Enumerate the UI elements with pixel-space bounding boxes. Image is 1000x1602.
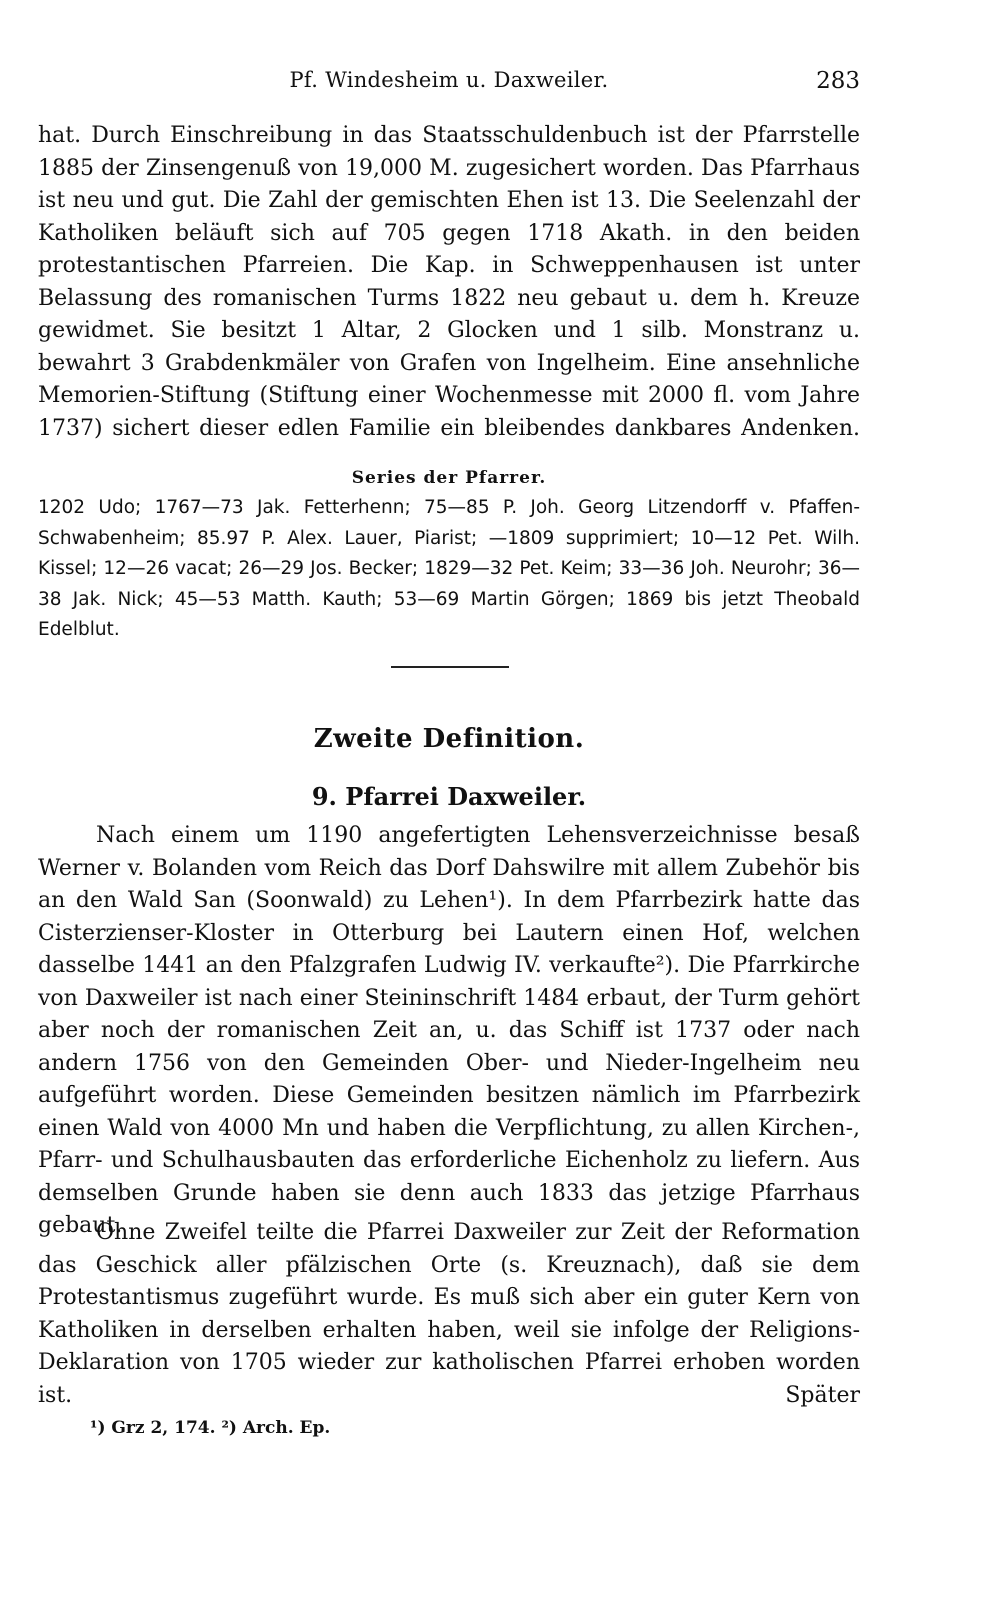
- footnotes: ¹) Grz 2, 174. ²) Arch. Ep.: [90, 1418, 331, 1438]
- paragraph-1: hat. Durch Einschreibung in das Staatsschuldenbuch ist der Pfarrstelle 1885 der Zinsengenuß von 19,000 M. zugesichert worden. Das Pfarrhaus ist neu und gut. Die Zahl der gemischten Ehen ist 13. Die Seelenzahl der Katholiken beläuft sich auf 705 gegen 1718 Akath. in den beiden protestantischen Pfarreien. Die Kap. in Schweppenhausen ist unter Belassung des romanischen Turms 1822 neu gebaut u. dem h. Kreuze gewidmet. Sie besitzt 1 Altar, 2 Glocken und 1 silb. Monstranz u. bewahrt 3 Grabdenkmäler von Grafen von Ingelheim. Eine ansehnliche Memorien-Stiftung (Stiftung einer Wochenmesse mit 2000 fl. vom Jahre 1737) sichert dieser edlen Familie ein bleibendes dankbares Andenken.: [38, 123, 860, 441]
- section-divider: [391, 666, 509, 668]
- section-heading: Zweite Definition.: [313, 724, 585, 754]
- page-number: 283: [816, 68, 860, 94]
- paragraph-2: Nach einem um 1190 angefertigten Lehensverzeichnisse besaß Werner v. Bolanden vom Reich das Dorf Dahswilre mit allem Zubehör bis an den Wald San (Soonwald) zu Lehen¹). In dem Pfarrbezirk hatte das Cisterzienser-Kloster in Otterburg bei Lautern einen Hof, welchen dasselbe 1441 an den Pfalzgrafen Ludwig IV. verkaufte²). Die Pfarrkirche von Daxweiler ist nach einer Steininschrift 1484 erbaut, der Turm gehört aber noch der romanischen Zeit an, u. das Schiff ist 1737 oder nach andern 1756 von den Gemeinden Ober- und Nieder-Ingelheim neu aufgeführt worden. Diese Gemeinden besitzen nämlich im Pfarrbezirk einen Wald von 4000 Mn und haben die Verpflichtung, zu allen Kirchen-, Pfarr- und Schulhausbauten das erforderliche Eichenholz zu liefern. Aus demselben Grunde haben sie denn auch 1833 das jetzige Pfarrhaus gebaut.: [38, 823, 860, 1238]
- running-title: Pf. Windesheim u. Daxweiler.: [289, 68, 609, 92]
- series-list: 1202 Udo; 1767—73 Jak. Fetterhenn; 75—85 P. Joh. Georg Litzendorff v. Pfaffen-Schwabenheim; 85.97 P. Alex. Lauer, Piarist; —1809 supprimiert; 10—12 Pet. Wilh. Kissel; 12—26 vacat; 26—29 Jos. Becker; 1829—32 Pet. Keim; 33—36 Joh. Neurohr; 36—38 Jak. Nick; 45—53 Matth. Kauth; 53—69 Martin Görgen; 1869 bis jetzt Theobald Edelblut.: [38, 497, 860, 640]
- series-heading: Series der Pfarrer.: [351, 468, 547, 488]
- book-page: [38, 0, 860, 1602]
- parish-heading: 9. Pfarrei Daxweiler.: [311, 782, 587, 811]
- paragraph-3: Ohne Zweifel teilte die Pfarrei Daxweiler zur Zeit der Reformation das Geschick aller pfälzischen Orte (s. Kreuznach), daß sie dem Protestantismus zugeführt wurde. Es muß sich aber ein guter Kern von Katholiken in derselben erhalten haben, weil sie infolge der Religions-Deklaration von 1705 wieder zur katholischen Pfarrei erhoben worden ist. Später: [38, 1220, 860, 1408]
- running-head: [38, 68, 860, 104]
